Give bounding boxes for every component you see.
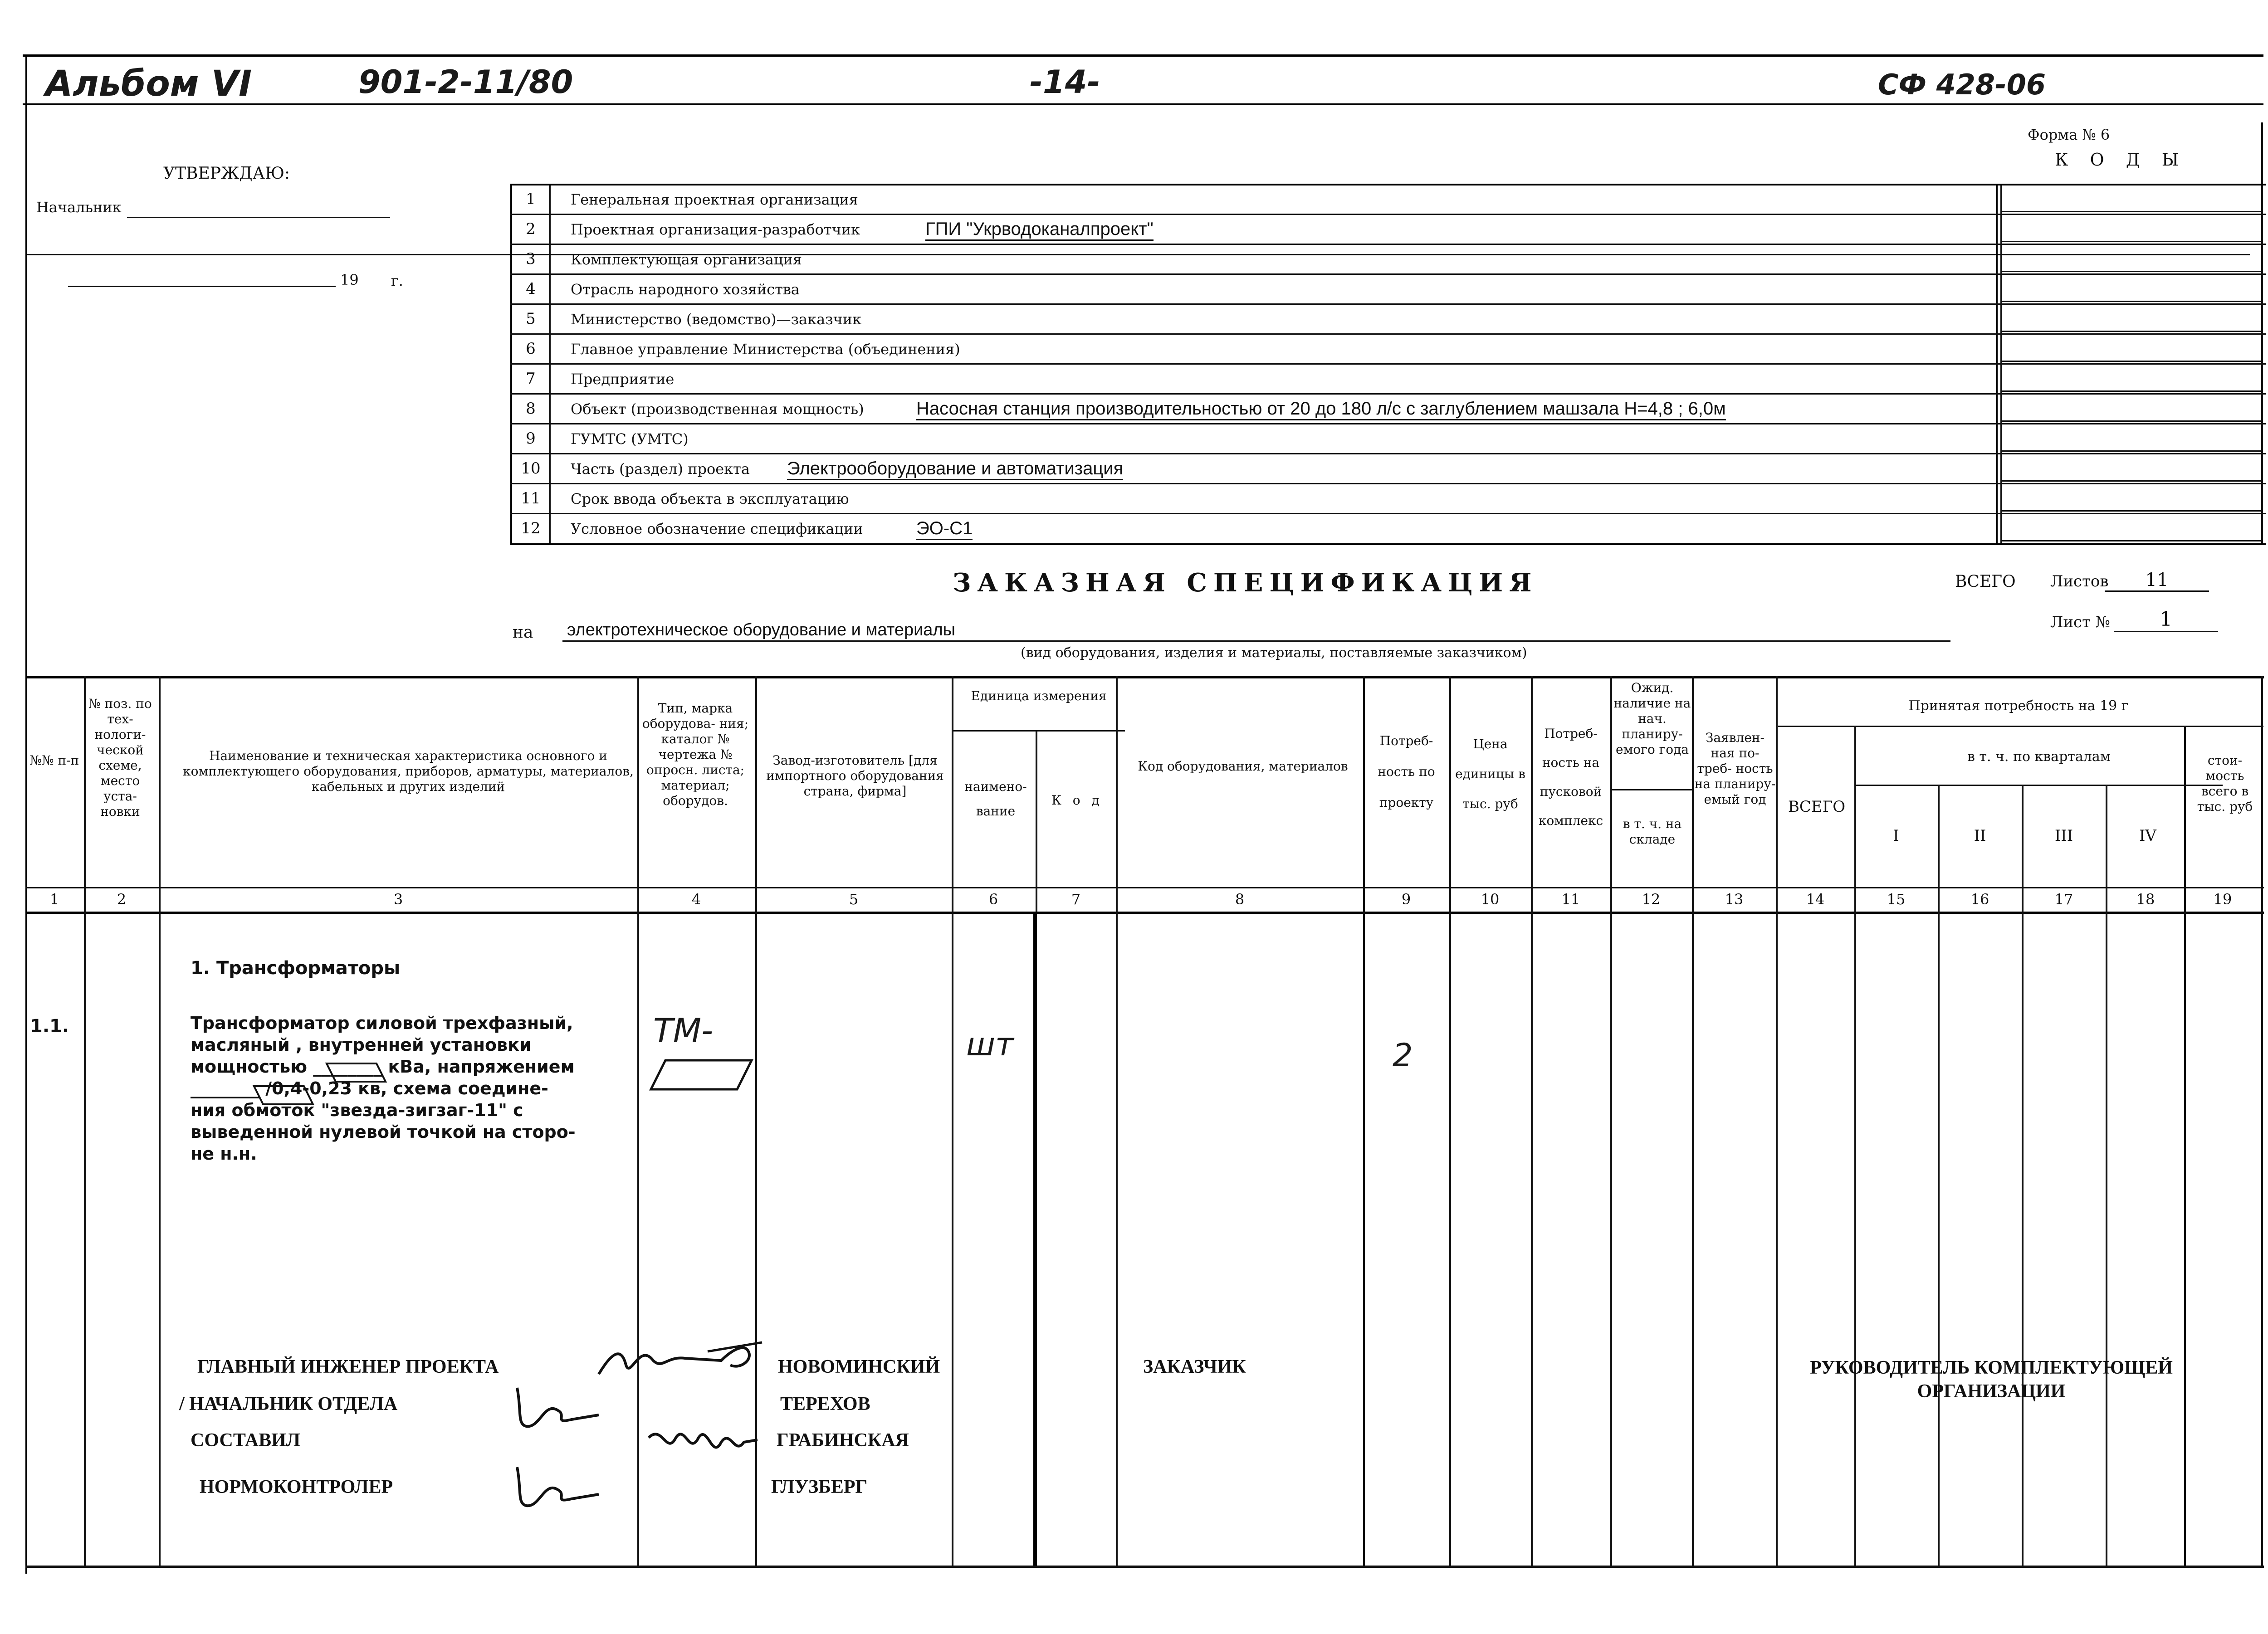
- info-row-number: 2: [526, 220, 536, 238]
- code-line: [2000, 420, 2261, 422]
- column-number: 6: [988, 891, 998, 908]
- item-description-line: ________ /0,4-0,23 кв, схема соедине-: [191, 1078, 548, 1098]
- info-row-number: 8: [526, 400, 536, 418]
- column-divider: [1036, 730, 1037, 912]
- info-row-label: ГУМТС (УМТС): [571, 430, 689, 448]
- info-row-label: Комплектующая организация: [571, 251, 802, 268]
- codes-label: К О Д Ы: [2055, 150, 2187, 170]
- col-header-accepted: Принятая потребность на 19 г: [1908, 698, 2129, 714]
- item-description-line: ния обмоток "звезда-зигзаг-11" с: [191, 1100, 523, 1120]
- col-header-10: Цена единицы в тыс. руб: [1455, 737, 1525, 811]
- column-number: 10: [1481, 891, 1500, 908]
- name-compiler: ГРАБИНСКАЯ: [777, 1430, 909, 1451]
- total-label: ВСЕГО: [1955, 572, 2016, 591]
- code-line: [2000, 241, 2261, 242]
- item-description-line: мощностью ________ кВа, напряжением: [191, 1057, 575, 1077]
- col-header-15: I: [1893, 827, 1899, 845]
- bottom-border: [25, 1566, 2264, 1568]
- column-number: 15: [1887, 891, 1906, 908]
- column-number: 11: [1561, 891, 1580, 908]
- code-line: [2000, 211, 2261, 212]
- top-border: [23, 54, 2263, 57]
- signature-norm-control: [508, 1463, 608, 1508]
- column-divider: [159, 676, 161, 1566]
- info-row-label: Отрасль народного хозяйства: [571, 281, 800, 298]
- code-line: [2000, 271, 2261, 272]
- col-header-19: стои- мость всего в тыс. руб: [2197, 753, 2253, 814]
- column-divider: [1610, 676, 1612, 1566]
- name-norm-control: ГЛУЗБЕРГ: [771, 1477, 868, 1497]
- info-row-number: 10: [521, 459, 541, 478]
- norm-control-label: НОРМОКОНТРОЛЕР: [200, 1477, 393, 1497]
- info-row-label: Условное обозначение спецификации: [571, 520, 863, 537]
- col-header-8: Код оборудования, материалов: [1138, 759, 1348, 774]
- spec-on: на: [513, 623, 533, 642]
- code-line: [2000, 540, 2261, 541]
- info-row-divider: [510, 214, 2266, 215]
- date-line: [68, 286, 336, 287]
- sheet-number: 1: [2114, 608, 2218, 632]
- info-row-value: ЭО-С1: [916, 518, 973, 540]
- info-row-divider: [510, 423, 2266, 424]
- info-row-divider: [510, 273, 2266, 275]
- column-divider: [1776, 676, 1778, 1566]
- column-number: 14: [1806, 891, 1825, 908]
- column-number: 5: [849, 891, 859, 908]
- item-description-line: выведенной нулевой точкой на сторо-: [191, 1122, 576, 1142]
- column-divider: [2106, 785, 2107, 1566]
- column-divider: [1938, 785, 1940, 1566]
- col-header-17: III: [2054, 827, 2073, 845]
- info-row-number: 4: [526, 280, 536, 298]
- series-code: СФ 428-06: [1878, 68, 2046, 101]
- code-line: [2000, 510, 2261, 512]
- page-number: -14-: [1030, 63, 1100, 101]
- col-header-13: Заявлен- ная по- треб- ность на планиру- емый год: [1694, 730, 1776, 807]
- type-mark: ТМ-: [653, 1011, 714, 1049]
- column-divider: [1692, 676, 1694, 1566]
- item-description-line: масляный , внутренней установки: [191, 1035, 532, 1055]
- column-number: 1: [49, 891, 59, 908]
- section-title: 1. Трансформаторы: [191, 958, 401, 979]
- signature-dept-head: [508, 1383, 608, 1433]
- column-divider: [2184, 726, 2186, 1566]
- code-line: [2000, 390, 2261, 392]
- dept-head-text: НАЧАЛЬНИК ОТДЕЛА: [189, 1394, 398, 1415]
- approval-title: УТВЕРЖДАЮ:: [163, 164, 290, 183]
- approval-rule: [27, 254, 2250, 255]
- col-header-18: IV: [2139, 827, 2156, 845]
- unit-value: шт: [966, 1026, 1014, 1063]
- info-row-number: 5: [526, 310, 536, 328]
- info-row-number: 12: [521, 519, 541, 537]
- type-mark-blank: [646, 1057, 755, 1093]
- column-number: 9: [1401, 891, 1411, 908]
- info-row-label: Министерство (ведомство)—заказчик: [571, 311, 862, 328]
- info-row-value: Электрооборудование и автоматизация: [787, 458, 1123, 480]
- column-divider: [952, 676, 953, 1566]
- info-row-label: Объект (производственная мощность): [571, 400, 864, 418]
- col-header-3: Наименование и техническая характеристика основного и комплектующего оборудования, приборов, арматуры, материалов, кабельных и других изделий: [183, 748, 634, 794]
- chief-label: Начальник: [36, 199, 122, 216]
- column-number: 4: [691, 891, 701, 908]
- col-header-6: наимено- вание: [964, 779, 1027, 819]
- sheets-count: 11: [2105, 570, 2209, 592]
- column-divider: [84, 676, 86, 1566]
- supplier-label: РУКОВОДИТЕЛЬ КОМПЛЕКТУЮЩЕЙ ОРГАНИЗАЦИИ: [1810, 1357, 2173, 1402]
- col-header-12-top: Ожид. наличие на нач. планиру- емого года: [1613, 680, 1691, 757]
- column-divider: [1854, 726, 1856, 1566]
- chief-signature-line: [127, 217, 390, 218]
- spec-title: ЗАКАЗНАЯ СПЕЦИФИКАЦИЯ: [953, 568, 1538, 598]
- info-row-number: 9: [526, 429, 536, 448]
- col-header-12: в т. ч. на складе: [1623, 816, 1682, 847]
- column-number: 12: [1642, 891, 1661, 908]
- project-number: 901-2-11/80: [358, 63, 573, 101]
- info-row-label: Проектная организация-разработчик: [571, 221, 860, 238]
- compiled-label: СОСТАВИЛ: [191, 1430, 301, 1451]
- col-header-11: Потреб- ность на пусковой комплекс: [1538, 726, 1603, 828]
- column-number: 8: [1235, 891, 1245, 908]
- info-row-number: 6: [526, 340, 536, 358]
- signature-chief-engineer: [594, 1333, 767, 1383]
- code-line: [2000, 331, 2261, 332]
- chief-engineer-label: ГЛАВНЫЙ ИНЖЕНЕР ПРОЕКТА: [197, 1356, 499, 1377]
- info-row-divider: [510, 453, 2266, 454]
- column-number: 19: [2213, 891, 2232, 908]
- column-divider: [637, 676, 639, 1566]
- year-suffix: г.: [391, 272, 403, 289]
- code-line: [2000, 480, 2261, 482]
- col-header-14: ВСЕГО: [1788, 798, 1846, 816]
- column-number: 17: [2054, 891, 2073, 908]
- spec-subject: электротехническое оборудование и материалы: [567, 620, 955, 639]
- spec-subject-note: (вид оборудования, изделия и материалы, поставляемые заказчиком): [1021, 645, 1527, 661]
- info-row-number: 7: [526, 370, 536, 388]
- code-line: [2000, 301, 2261, 302]
- col-header-2: № поз. по тех- нологи- ческой схеме, место уста- новки: [88, 696, 152, 819]
- info-row-label: Предприятие: [571, 371, 675, 388]
- info-row-divider: [510, 333, 2266, 335]
- info-row-number: 1: [526, 190, 536, 208]
- info-row-label: Часть (раздел) проекта: [571, 460, 750, 478]
- info-row-label: Срок ввода объекта в эксплуатацию: [571, 490, 849, 507]
- form-label: Форма № 6: [2028, 126, 2110, 143]
- info-row-label: Главное управление Министерства (объединения): [571, 341, 960, 358]
- col-header-9: Потреб- ность по проекту: [1378, 733, 1435, 810]
- left-border: [25, 54, 27, 1574]
- customer-label: ЗАКАЗЧИК: [1143, 1356, 1246, 1377]
- name-dept-head: ТЕРЕХОВ: [780, 1394, 870, 1415]
- col-header-quarters: в т. ч. по кварталам: [1967, 749, 2111, 765]
- signature-compiler: [644, 1419, 762, 1465]
- info-row-value: Насосная станция производительностью от 20 до 180 л/с с заглублением машзала Н=4,8 ; 6,0м: [916, 399, 1726, 420]
- name-chief-engineer: НОВОМИНСКИЙ: [778, 1356, 940, 1377]
- sheets-label: Листов: [2050, 572, 2109, 590]
- column-number: 7: [1071, 891, 1081, 908]
- column-number: 13: [1725, 891, 1744, 908]
- blank-voltage-field: [252, 1084, 315, 1107]
- col-header-16: II: [1974, 827, 1986, 845]
- info-row-divider: [510, 363, 2266, 365]
- dept-head-label: / НАЧАЛЬНИК ОТДЕЛА: [179, 1394, 398, 1415]
- col-header-5: Завод-изготовитель [для импортного оборудования страна, фирма]: [766, 753, 944, 799]
- album-label: Альбом VI: [45, 63, 252, 104]
- col-header-7: К о д: [1051, 793, 1103, 808]
- code-line: [2000, 361, 2261, 362]
- blank-power-field: [324, 1061, 388, 1084]
- item-description-line: Трансформатор силовой трехфазный,: [191, 1013, 573, 1033]
- info-row-divider: [510, 483, 2266, 484]
- info-row-label: Генеральная проектная организация: [571, 191, 858, 208]
- info-row-number: 3: [526, 250, 536, 268]
- info-row-value: ГПИ "Укрводоканалпроект": [925, 219, 1154, 241]
- column-number: 3: [393, 891, 403, 908]
- code-line: [2000, 450, 2261, 452]
- info-row-divider: [510, 513, 2266, 514]
- quantity-value: 2: [1393, 1037, 1413, 1074]
- info-row-divider: [510, 244, 2266, 245]
- col-header-1: №№ п-п: [29, 753, 79, 768]
- info-row-number: 11: [521, 489, 541, 507]
- info-row-divider: [510, 303, 2266, 305]
- column-number: 18: [2136, 891, 2155, 908]
- col-header-4: Тип, марка оборудова- ния; каталог № чертежа № опросн. листа; материал; оборудов.: [642, 701, 749, 808]
- header-rule: [23, 103, 2263, 105]
- info-row-divider: [510, 393, 2266, 395]
- column-divider: [2022, 785, 2024, 1566]
- year-label: 19: [340, 271, 359, 288]
- sheet-label: Лист №: [2050, 613, 2110, 631]
- column-number: 16: [1970, 891, 1989, 908]
- item-number: 1.1.: [30, 1016, 69, 1037]
- col-header-unit: Единица измерения: [971, 688, 1107, 703]
- column-divider: [1116, 676, 1118, 1566]
- item-description-line: не н.н.: [191, 1144, 257, 1164]
- column-number: 2: [117, 891, 127, 908]
